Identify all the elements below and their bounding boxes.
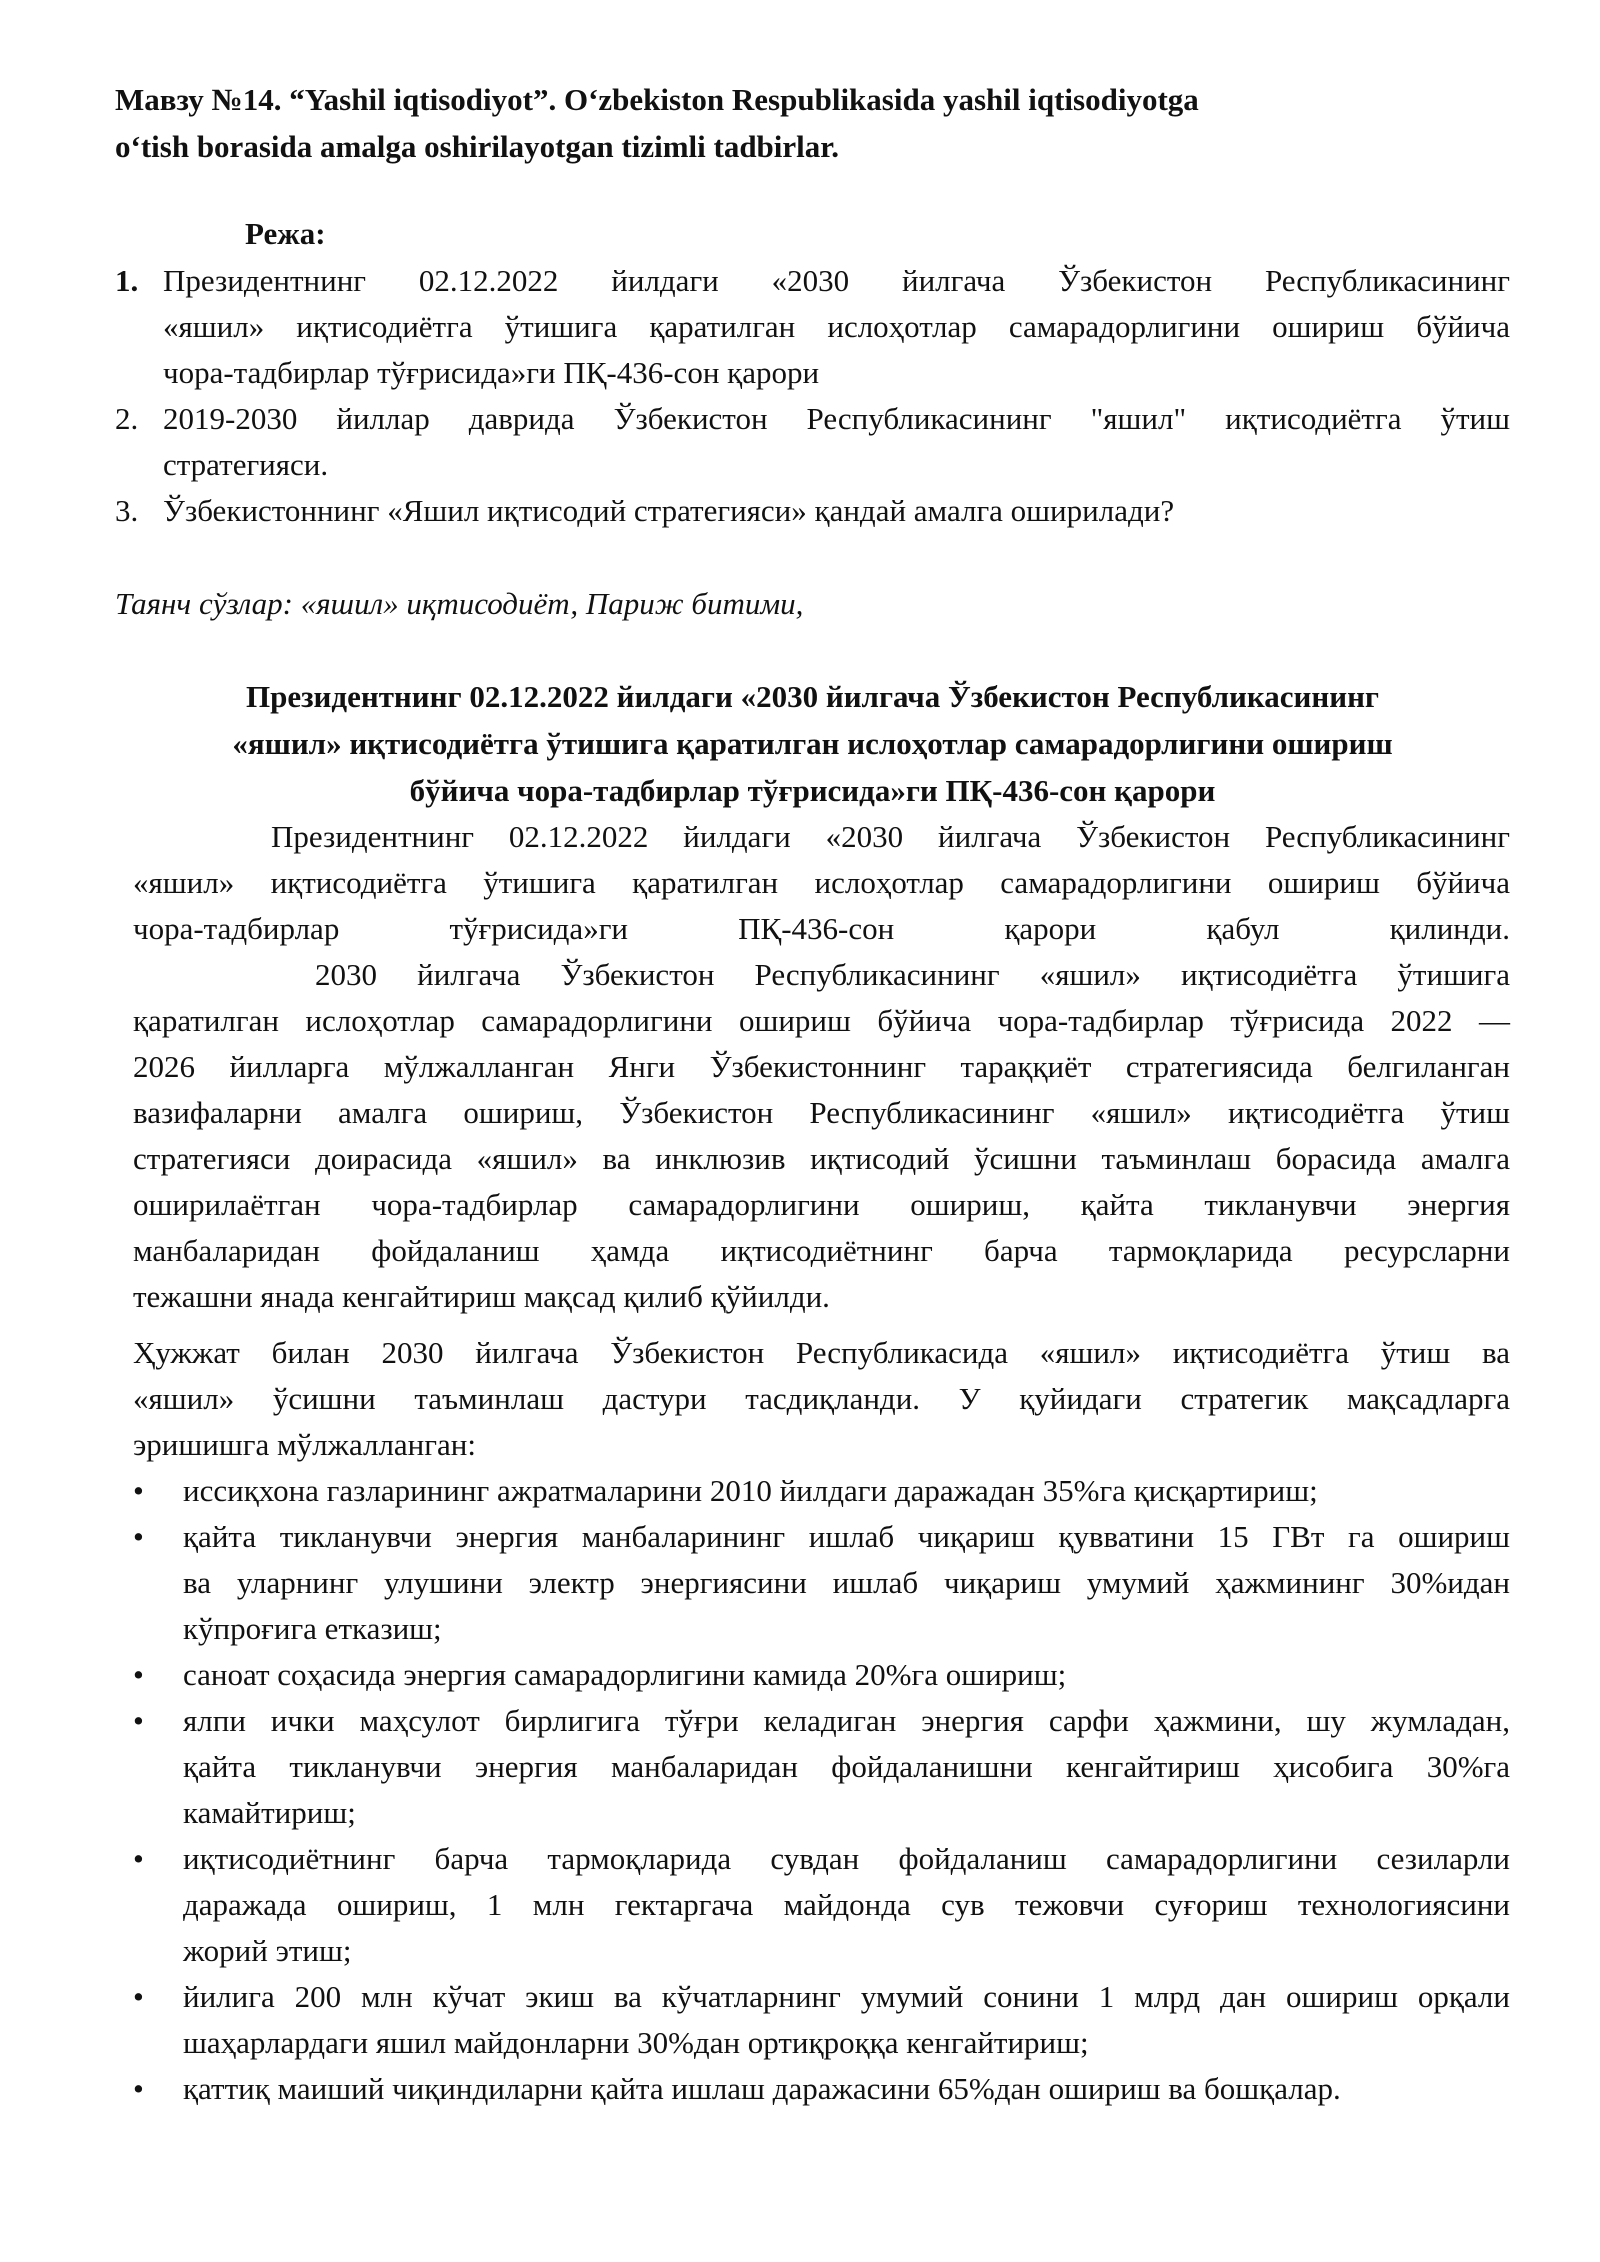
plan-item xyxy=(115,488,1510,534)
paragraph-line: стратегияси доирасида «яшил» ва инклюзив иқтисодий ўсишни таъминлаш борасида амалга xyxy=(133,1141,1510,1176)
paragraph-line: 2026 йилларга мўлжалланган Янги Ўзбекистоннинг тараққиёт стратегиясида белгиланган xyxy=(133,1049,1510,1084)
paragraph-line: қаратилган ислоҳотлар самарадорлигини ошириш бўйича чора-тадбирлар тўғрисида 2022 — xyxy=(133,1003,1510,1038)
paragraph-program xyxy=(133,1330,1510,1468)
bullet-item xyxy=(133,1698,1510,1836)
bullet-icon: • xyxy=(133,1979,144,2014)
paragraph-line: оширилаётган чора-тадбирлар самарадорлигини ошириш, қайта тикланувчи энергия xyxy=(133,1187,1510,1222)
plan-title: Режа: xyxy=(245,216,326,251)
section-title-line: бўйича чора-тадбирлар тўғрисида»ги ПҚ-436-сон қарори xyxy=(409,773,1216,808)
paragraph-line: чора-тадбирлар тўғрисида»ги ПҚ-436-сон қарори қабул қилинди. xyxy=(133,911,1510,946)
bullet-icon: • xyxy=(133,2071,144,2106)
section-title xyxy=(130,673,1495,814)
bullet-icon: • xyxy=(133,1703,144,1738)
plan-item-line: 2019-2030 йиллар даврида Ўзбекистон Республикасининг "яшил" иқтисодиётга ўтиш xyxy=(163,401,1510,436)
plan-item-line: стратегияси. xyxy=(163,447,329,482)
plan-item-number: 3. xyxy=(115,493,139,528)
keywords-line: Таянч сўзлар: «яшил» иқтисодиёт, Париж битими, xyxy=(115,586,804,621)
bullet-line: кўпроғига етказиш; xyxy=(183,1611,442,1646)
plan-item xyxy=(115,396,1510,488)
plan-item-line: чора-тадбирлар тўғрисида»ги ПҚ-436-сон қарори xyxy=(163,355,820,390)
bullet-item xyxy=(133,1974,1510,2066)
paragraph-line: 2030 йилгача Ўзбекистон Республикасининг «яшил» иқтисодиётга ўтишига xyxy=(315,957,1510,992)
bullet-icon: • xyxy=(133,1473,144,1508)
bullet-line: қайта тикланувчи энергия манбаларидан фойдаланишни кенгайтириш ҳисобига 30%га xyxy=(183,1749,1510,1784)
bullet-item xyxy=(133,1468,1510,1514)
bullet-line: камайтириш; xyxy=(183,1795,356,1830)
plan-item-line: Президентнинг 02.12.2022 йилдаги «2030 йилгача Ўзбекистон Республикасининг xyxy=(163,263,1510,298)
bullet-item xyxy=(133,1652,1510,1698)
topic-heading-line: Мавзу №14. “Yashil iqtisodiyot”. Oʻzbekiston Respublikasida yashil iqtisodiyotga xyxy=(115,82,1199,117)
bullet-line: даражада ошириш, 1 млн гектаргача майдонда сув тежовчи суғориш технологиясини xyxy=(183,1887,1510,1922)
bullet-icon: • xyxy=(133,1519,144,1554)
bullet-line: ва уларнинг улушини электр энергиясини ишлаб чиқариш умумий ҳажмининг 30%идан xyxy=(183,1565,1510,1600)
bullet-line: қаттиқ маиший чиқиндиларни қайта ишлаш даражасини 65%дан ошириш ва бошқалар. xyxy=(183,2071,1341,2106)
bullet-line: қайта тикланувчи энергия манбаларининг ишлаб чиқариш қувватини 15 ГВт га ошириш xyxy=(183,1519,1510,1554)
bullet-line: иссиқхона газларининг ажратмаларини 2010 йилдаги даражадан 35%га қисқартириш; xyxy=(183,1473,1318,1508)
plan-item-number: 1. xyxy=(115,263,139,298)
paragraph-line: «яшил» иқтисодиётга ўтишига қаратилган ислоҳотлар самарадорлигини ошириш бўйича xyxy=(133,865,1510,900)
bullet-item xyxy=(133,1836,1510,1974)
bullet-line: саноат соҳасида энергия самарадорлигини камида 20%га ошириш; xyxy=(183,1657,1067,1692)
plan-item-line: Ўзбекистоннинг «Яшил иқтисодий стратегияси» қандай амалга оширилади? xyxy=(163,493,1175,528)
bullet-item xyxy=(133,2066,1510,2112)
plan-item-number: 2. xyxy=(115,401,139,436)
bullet-line: жорий этиш; xyxy=(183,1933,352,1968)
goals-bullet-list xyxy=(133,1468,1510,2112)
plan-item xyxy=(115,258,1510,396)
paragraph-line: тежашни янада кенгайтириш мақсад қилиб қўйилди. xyxy=(133,1279,830,1314)
paragraph-line: «яшил» ўсишни таъминлаш дастури тасдиқланди. У қуйидаги стратегик мақсадларга xyxy=(133,1381,1510,1416)
plan-list xyxy=(115,258,1510,534)
paragraph-goals xyxy=(133,952,1510,1320)
bullet-icon: • xyxy=(133,1657,144,1692)
section-title-line: Президентнинг 02.12.2022 йилдаги «2030 йилгача Ўзбекистон Республикасининг xyxy=(245,679,1380,714)
paragraph-line: Ҳужжат билан 2030 йилгача Ўзбекистон Республикасида «яшил» иқтисодиётга ўтиш ва xyxy=(133,1335,1510,1370)
section-title-line: «яшил» иқтисодиётга ўтишига қаратилган ислоҳотлар самарадорлигини ошириш xyxy=(232,726,1393,761)
bullet-line: иқтисодиётнинг барча тармоқларида сувдан фойдаланиш самарадорлигини сезиларли xyxy=(183,1841,1510,1876)
paragraph-line: эришишга мўлжалланган: xyxy=(133,1427,476,1462)
paragraph-line: вазифаларни амалга ошириш, Ўзбекистон Республикасининг «яшил» иқтисодиётга ўтиш xyxy=(133,1095,1510,1130)
bullet-line: йилига 200 млн кўчат экиш ва кўчатларнинг умумий сонини 1 млрд дан ошириш орқали xyxy=(183,1979,1510,2014)
topic-heading-line: oʻtish borasida amalga oshirilayotgan tizimli tadbirlar. xyxy=(115,129,839,164)
bullet-item xyxy=(133,1514,1510,1652)
plan-item-line: «яшил» иқтисодиётга ўтишига қаратилган ислоҳотлар самарадорлигини ошириш бўйича xyxy=(163,309,1510,344)
body-text xyxy=(133,814,1510,2112)
paragraph-line: манбаларидан фойдаланиш ҳамда иқтисодиётнинг барча тармоқларида ресурсларни xyxy=(133,1233,1510,1268)
paragraph-line: Президентнинг 02.12.2022 йилдаги «2030 йилгача Ўзбекистон Республикасининг xyxy=(271,819,1510,854)
paragraph-decree-adopted xyxy=(133,814,1510,952)
bullet-line: ялпи ички маҳсулот бирлигига тўғри келадиган энергия сарфи ҳажмини, шу жумладан, xyxy=(183,1703,1510,1738)
bullet-line: шаҳарлардаги яшил майдонларни 30%дан ортиқроққа кенгайтириш; xyxy=(183,2025,1089,2060)
topic-heading xyxy=(115,76,1415,170)
bullet-icon: • xyxy=(133,1841,144,1876)
